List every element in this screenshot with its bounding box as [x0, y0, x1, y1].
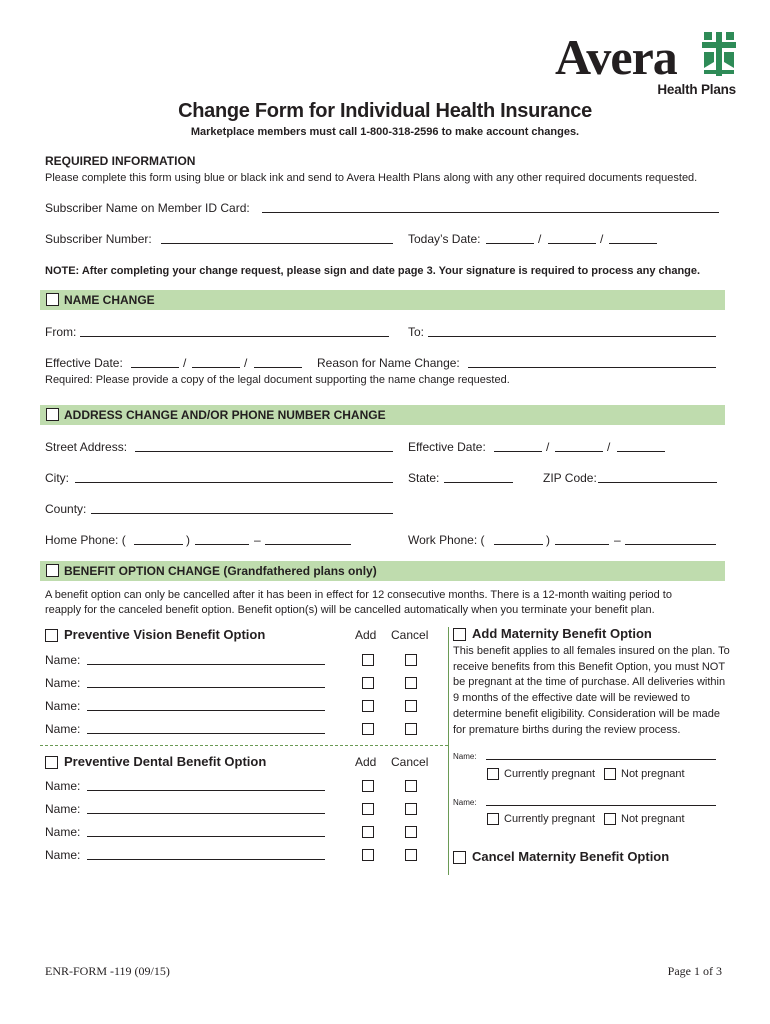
currently-pregnant-checkbox-1[interactable] [487, 768, 499, 780]
subscriber-name-field[interactable] [262, 212, 719, 213]
dental-name-label-2: Name: [45, 802, 81, 816]
county-label: County: [45, 502, 87, 516]
todays-date-label: Today’s Date: [408, 232, 481, 246]
dental-name-field-2[interactable] [87, 813, 325, 814]
work-phone-prefix-field[interactable] [555, 544, 609, 545]
dental-name-field-4[interactable] [87, 859, 325, 860]
vision-add-checkbox-1[interactable] [362, 654, 374, 666]
date-slash: / [538, 232, 542, 246]
home-phone-area-field[interactable] [134, 544, 183, 545]
address-change-heading: ADDRESS CHANGE AND/OR PHONE NUMBER CHANGE [64, 408, 386, 422]
dental-cancel-checkbox-1[interactable] [405, 780, 417, 792]
name-effective-year-field[interactable] [254, 367, 302, 368]
state-label: State: [408, 471, 440, 485]
dental-add-checkbox-3[interactable] [362, 826, 374, 838]
address-change-band [40, 405, 725, 425]
from-label: From: [45, 325, 77, 339]
dental-name-field-1[interactable] [87, 790, 325, 791]
required-heading: REQUIRED INFORMATION [45, 154, 196, 168]
to-field[interactable] [428, 336, 716, 337]
not-pregnant-label-1: Not pregnant [621, 768, 685, 780]
todays-date-month-field[interactable] [486, 243, 534, 244]
benefit-option-band [40, 561, 725, 581]
dental-name-label-3: Name: [45, 825, 81, 839]
work-phone-label: Work Phone: ( [408, 533, 485, 547]
zip-label: ZIP Code: [543, 471, 597, 485]
cancel-maternity-heading: Cancel Maternity Benefit Option [472, 849, 670, 864]
benefit-description-line1: A benefit option can only be cancelled after it has been in effect for 12 consecutive months. There is a 12-month waiting period to [45, 589, 672, 601]
name-change-checkbox[interactable] [46, 293, 59, 306]
vision-add-checkbox-4[interactable] [362, 723, 374, 735]
subscriber-name-label: Subscriber Name on Member ID Card: [45, 201, 250, 215]
name-change-heading: NAME CHANGE [64, 293, 155, 307]
address-effective-month-field[interactable] [494, 451, 542, 452]
name-effective-day-field[interactable] [192, 367, 240, 368]
page-subtitle: Marketplace members must call 1-800-318-2596 to make account changes. [190, 126, 580, 138]
vision-option-checkbox[interactable] [45, 629, 58, 642]
cancel-maternity-checkbox[interactable] [453, 851, 466, 864]
dental-add-checkbox-4[interactable] [362, 849, 374, 861]
subscriber-number-label: Subscriber Number: [45, 232, 152, 246]
required-instructions: Please complete this form using blue or black ink and send to Avera Health Plans along with any other required documents requested. [45, 172, 698, 184]
name-effective-month-field[interactable] [131, 367, 179, 368]
vision-cancel-checkbox-4[interactable] [405, 723, 417, 735]
zip-field[interactable] [598, 482, 717, 483]
city-label: City: [45, 471, 69, 485]
vision-name-field-2[interactable] [87, 687, 325, 688]
street-label: Street Address: [45, 440, 128, 454]
logo-cross-icon [702, 32, 736, 76]
from-field[interactable] [80, 336, 389, 337]
name-change-band [40, 290, 725, 310]
dental-cancel-checkbox-2[interactable] [405, 803, 417, 815]
dental-cancel-checkbox-3[interactable] [405, 826, 417, 838]
vision-cancel-header: Cancel [391, 628, 429, 642]
vision-name-field-3[interactable] [87, 710, 325, 711]
date-slash: / [546, 440, 550, 454]
subscriber-number-field[interactable] [161, 243, 393, 244]
vision-add-checkbox-3[interactable] [362, 700, 374, 712]
vision-heading: Preventive Vision Benefit Option [64, 627, 266, 642]
date-slash: / [600, 232, 604, 246]
home-phone-label: Home Phone: ( [45, 533, 126, 547]
phone-dash: – [614, 533, 621, 547]
vision-name-label-1: Name: [45, 653, 81, 667]
dental-name-label-1: Name: [45, 779, 81, 793]
vision-name-label-2: Name: [45, 676, 81, 690]
dental-cancel-checkbox-4[interactable] [405, 849, 417, 861]
home-phone-prefix-field[interactable] [195, 544, 249, 545]
currently-pregnant-label-2: Currently pregnant [504, 813, 596, 825]
maternity-name-field-1[interactable] [486, 759, 716, 760]
add-maternity-heading: Add Maternity Benefit Option [472, 626, 652, 641]
not-pregnant-checkbox-1[interactable] [604, 768, 616, 780]
name-effective-date-label: Effective Date: [45, 356, 123, 370]
phone-dash: – [254, 533, 261, 547]
dental-add-checkbox-2[interactable] [362, 803, 374, 815]
vision-cancel-checkbox-2[interactable] [405, 677, 417, 689]
vision-cancel-checkbox-1[interactable] [405, 654, 417, 666]
date-slash: / [183, 356, 187, 370]
date-slash: / [607, 440, 611, 454]
vision-add-header: Add [355, 628, 377, 642]
maternity-description: This benefit applies to all females insured on the plan. To receive benefits from this Benefit Option, you must NOT be pregnant at the time of purchase. All deliveries within 9 months of the effective date will be reviewed to determine benefit eligibility. Consideration will be made for premature births during the review process. [453, 645, 730, 736]
dental-name-label-4: Name: [45, 848, 81, 862]
dental-add-checkbox-1[interactable] [362, 780, 374, 792]
paren-close: ) [186, 533, 190, 547]
column-divider [448, 627, 449, 875]
vision-cancel-checkbox-3[interactable] [405, 700, 417, 712]
maternity-name-label-2: Name: [453, 798, 477, 807]
vision-name-field-4[interactable] [87, 733, 325, 734]
currently-pregnant-label-1: Currently pregnant [504, 768, 596, 780]
not-pregnant-checkbox-2[interactable] [604, 813, 616, 825]
home-phone-line-field[interactable] [265, 544, 351, 545]
todays-date-day-field[interactable] [548, 243, 596, 244]
city-field[interactable] [75, 482, 393, 483]
work-phone-area-field[interactable] [494, 544, 543, 545]
not-pregnant-label-2: Not pregnant [621, 813, 685, 825]
vision-add-checkbox-2[interactable] [362, 677, 374, 689]
address-effective-date-label: Effective Date: [408, 440, 486, 454]
dental-option-checkbox[interactable] [45, 756, 58, 769]
logo-subtitle: Health Plans [657, 82, 736, 97]
date-slash: / [244, 356, 248, 370]
dental-cancel-header: Cancel [391, 755, 429, 769]
signature-note: NOTE: After completing your change request, please sign and date page 3. Your signature is required to process any change. [45, 265, 701, 277]
county-field[interactable] [91, 513, 393, 514]
vision-name-field-1[interactable] [87, 664, 325, 665]
address-effective-day-field[interactable] [555, 451, 603, 452]
dental-name-field-3[interactable] [87, 836, 325, 837]
maternity-name-label-1: Name: [453, 752, 477, 761]
benefit-description-line2: reapply for the canceled benefit option. Benefit option(s) will be cancelled automatically when you terminate your benefit plan. [45, 604, 655, 616]
to-label: To: [408, 325, 425, 339]
avera-logo [555, 30, 740, 100]
vision-name-label-4: Name: [45, 722, 81, 736]
vision-name-label-3: Name: [45, 699, 81, 713]
reason-label: Reason for Name Change: [317, 356, 460, 370]
add-maternity-checkbox[interactable] [453, 628, 466, 641]
reason-field[interactable] [468, 367, 716, 368]
paren-close: ) [546, 533, 550, 547]
section-divider [40, 745, 448, 746]
page-number: Page 1 of 3 [667, 964, 722, 978]
address-effective-year-field[interactable] [617, 451, 665, 452]
work-phone-line-field[interactable] [625, 544, 716, 545]
page-title: Change Form for Individual Health Insurance [178, 100, 592, 122]
dental-add-header: Add [355, 755, 377, 769]
benefit-option-heading: BENEFIT OPTION CHANGE (Grandfathered plans only) [64, 564, 377, 578]
currently-pregnant-checkbox-2[interactable] [487, 813, 499, 825]
name-change-required-note: Required: Please provide a copy of the legal document supporting the name change requested. [45, 374, 510, 386]
form-id: ENR-FORM -119 (09/15) [45, 964, 170, 978]
maternity-name-field-2[interactable] [486, 805, 716, 806]
street-field[interactable] [135, 451, 393, 452]
logo-wordmark: Avera [555, 29, 677, 85]
address-change-checkbox[interactable] [46, 408, 59, 421]
todays-date-year-field[interactable] [609, 243, 657, 244]
dental-heading: Preventive Dental Benefit Option [64, 754, 267, 769]
benefit-option-checkbox[interactable] [46, 564, 59, 577]
state-field[interactable] [444, 482, 513, 483]
